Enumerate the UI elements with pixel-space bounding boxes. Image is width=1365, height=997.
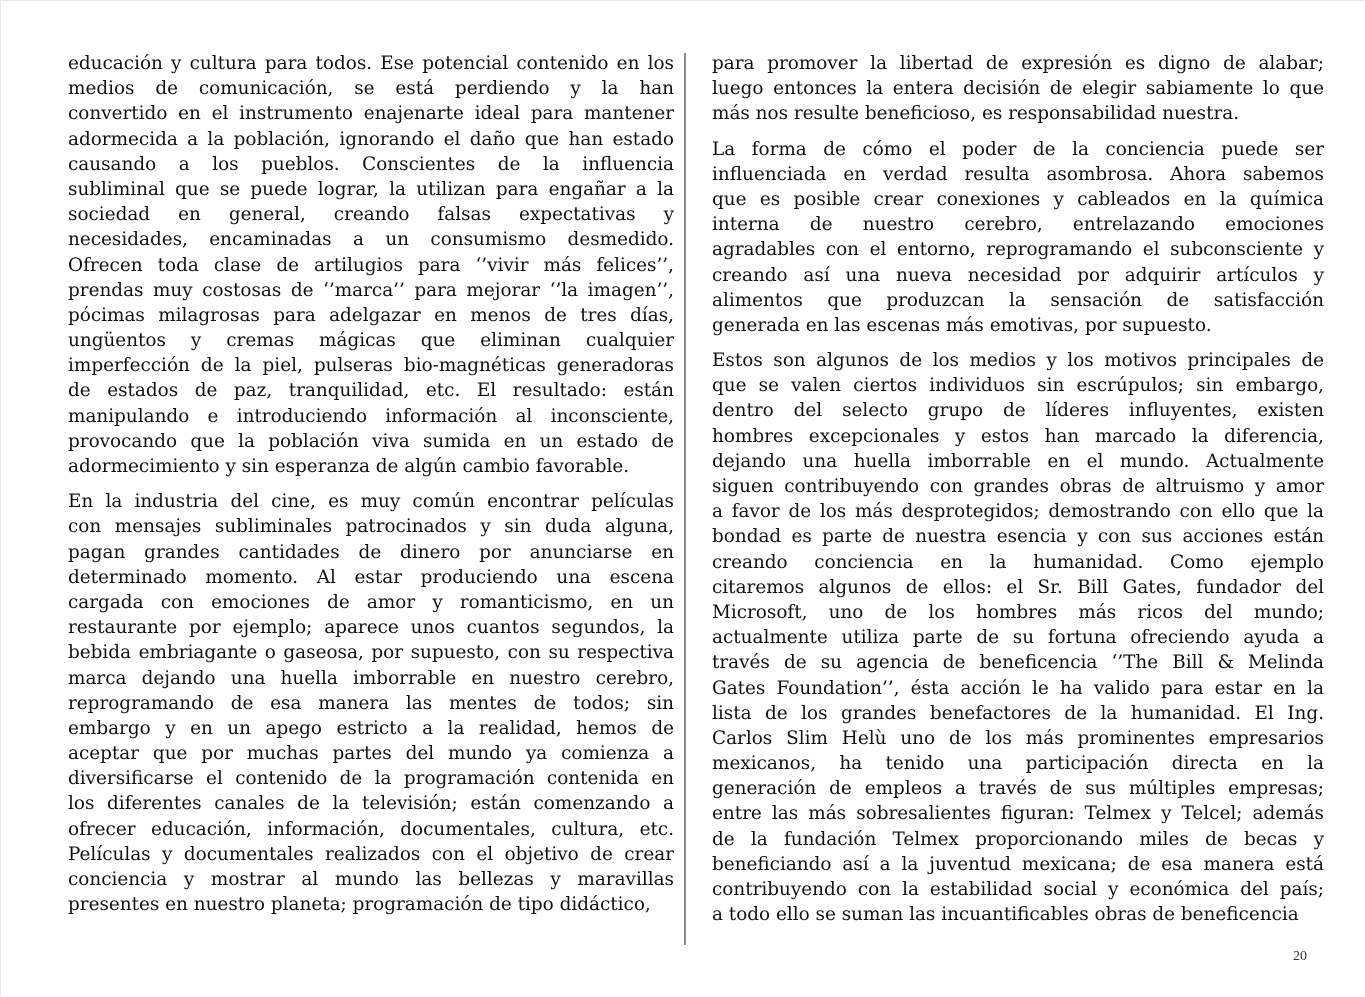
- paragraph: [712, 348, 1324, 927]
- text-line: causando a los pueblos. Conscientes de la influencia: [68, 153, 674, 175]
- right-column: [712, 51, 1324, 937]
- text-line: restaurante por ejemplo; aparece unos cuantos segundos, la: [68, 617, 674, 639]
- text-line: Películas y documentales realizados con el objetivo de crear: [68, 843, 674, 865]
- text-line: sociedad en general, creando falsas expectativas y: [68, 204, 674, 226]
- text-line: reprogramando de esa manera las mentes de todos; sin: [68, 692, 674, 714]
- text-line: creando conciencia en la humanidad. Como ejemplo: [712, 551, 1324, 573]
- text-line: presentes en nuestro planeta; programación de tipo didáctico,: [68, 894, 651, 916]
- text-line: educación y cultura para todos. Ese potencial contenido en los: [68, 53, 674, 74]
- text-line: actualmente utiliza parte de su fortuna ofreciendo ayuda a: [712, 627, 1324, 649]
- text-line: citaremos algunos de ellos: el Sr. Bill Gates, fundador del: [712, 576, 1324, 598]
- text-line: lista de los grandes benefactores de la humanidad. El Ing.: [712, 702, 1324, 724]
- text-line: para promover la libertad de expresión es digno de alabar;: [712, 53, 1324, 74]
- text-line: pócimas milagrosas para adelgazar en menos de tres días,: [68, 304, 674, 326]
- text-line: pagan grandes cantidades de dinero por anunciarse en: [68, 541, 674, 563]
- text-line: hombres excepcionales y estos han marcado la diferencia,: [712, 425, 1324, 447]
- text-line: diversificarse el contenido de la programación contenida en: [68, 768, 674, 790]
- text-line: alimentos que produzcan la sensación de satisfacción: [712, 289, 1324, 311]
- text-line: ofrecer educación, información, documentales, cultura, etc.: [68, 818, 674, 840]
- text-line: de estados de paz, tranquilidad, etc. El resultado: están: [68, 380, 674, 402]
- text-line: cargada con emociones de amor y romanticismo, en un: [68, 591, 674, 613]
- text-line: adormecida a la población, ignorando el daño que han estado: [68, 128, 674, 150]
- text-line: Ofrecen toda clase de artilugios para ‘’vivir más felices’’,: [68, 254, 674, 276]
- text-line: que se valen ciertos individuos sin escrúpulos; sin embargo,: [712, 375, 1324, 397]
- text-line: determinado momento. Al estar produciendo una escena: [68, 566, 674, 588]
- text-line: mexicanos, ha tenido una participación directa en la: [712, 753, 1324, 775]
- text-line: convertido en el instrumento enajenarte ideal para mantener: [68, 103, 674, 125]
- text-line: interna de nuestro cerebro, entrelazando emociones: [712, 214, 1324, 236]
- text-line: a favor de los más desprotegidos; demostrando con ello que la: [712, 501, 1324, 523]
- text-line: aceptar que por muchas partes del mundo ya comienza a: [68, 743, 674, 765]
- text-line: agradables con el entorno, reprogramando el subconsciente y: [712, 239, 1324, 261]
- column-divider: [684, 53, 686, 945]
- text-line: entre las más sobresalientes figuran: Telmex y Telcel; además: [712, 803, 1324, 825]
- text-line: conciencia y mostrar al mundo las bellezas y maravillas: [68, 869, 674, 890]
- text-line: marca dejando una huella imborrable en nuestro cerebro,: [68, 667, 674, 689]
- text-line: siguen contribuyendo con grandes obras de altruismo y amor: [712, 476, 1324, 497]
- text-line: través de su agencia de beneficencia ‘’The Bill & Melinda: [712, 652, 1324, 674]
- text-line: La forma de cómo el poder de la conciencia puede ser: [712, 138, 1324, 160]
- text-line: dentro del selecto grupo de líderes influyentes, existen: [712, 400, 1324, 422]
- paragraph: [712, 137, 1324, 339]
- paragraph: [712, 51, 1324, 127]
- text-line: bondad es parte de nuestra esencia y con sus acciones están: [712, 526, 1324, 548]
- text-line: los diferentes canales de la televisión; están comenzando a: [68, 793, 674, 815]
- text-line: a todo ello se suman las incuantificables obras de beneficencia: [712, 904, 1299, 926]
- text-line: subliminal que se puede lograr, la utilizan para engañar a la: [68, 178, 674, 200]
- text-line: con mensajes subliminales patrocinados y sin duda alguna,: [68, 516, 674, 538]
- text-line: embargo y en un apego estricto a la realidad, hemos de: [68, 717, 674, 739]
- text-line: dejando una huella imborrable en el mundo. Actualmente: [712, 450, 1324, 472]
- text-line: generada en las escenas más emotivas, por supuesto.: [712, 314, 1212, 336]
- text-line: ungüentos y cremas mágicas que eliminan cualquier: [68, 330, 674, 352]
- page-number: 20: [1293, 949, 1307, 964]
- text-line: más nos resulte beneficioso, es responsabilidad nuestra.: [712, 103, 1240, 125]
- text-line: Carlos Slim Helù uno de los más prominentes empresarios: [712, 727, 1324, 749]
- text-line: de la fundación Telmex proporcionando miles de becas y: [712, 828, 1324, 850]
- text-line: Gates Foundation’’, ésta acción le ha valido para estar en la: [712, 677, 1324, 699]
- text-line: que es posible crear conexiones y cableados en la química: [712, 188, 1324, 210]
- text-line: imperfección de la piel, pulseras bio-magnéticas generadoras: [68, 355, 674, 377]
- text-line: contribuyendo con la estabilidad social y económica del país;: [712, 879, 1324, 900]
- text-line: necesidades, encaminadas a un consumismo desmedido.: [68, 229, 674, 251]
- text-line: adormecimiento y sin esperanza de algún cambio favorable.: [68, 456, 630, 477]
- left-column: [68, 51, 674, 927]
- text-line: provocando que la población viva sumida en un estado de: [68, 430, 674, 452]
- paragraph: [68, 489, 674, 917]
- text-line: medios de comunicación, se está perdiendo y la han: [68, 78, 674, 100]
- text-line: luego entonces la entera decisión de elegir sabiamente lo que: [712, 78, 1324, 100]
- text-line: prendas muy costosas de ‘’marca’’ para mejorar ‘’la imagen’’,: [68, 279, 674, 301]
- text-line: creando así una nueva necesidad por adquirir artículos y: [712, 264, 1324, 286]
- text-line: influenciada en verdad resulta asombrosa. Ahora sabemos: [712, 163, 1324, 185]
- text-line: generación de empleos a través de sus múltiples empresas;: [712, 778, 1324, 800]
- text-line: Estos son algunos de los medios y los motivos principales de: [712, 350, 1324, 372]
- text-line: bebida embriagante o gaseosa, por supuesto, con su respectiva: [68, 642, 674, 664]
- paragraph: [68, 51, 674, 479]
- text-line: En la industria del cine, es muy común encontrar películas: [68, 491, 674, 513]
- text-line: beneficiando así a la juventud mexicana; de esa manera está: [712, 853, 1324, 875]
- text-line: Microsoft, uno de los hombres más ricos del mundo;: [712, 601, 1324, 623]
- text-line: manipulando e introduciendo información al inconsciente,: [68, 405, 674, 427]
